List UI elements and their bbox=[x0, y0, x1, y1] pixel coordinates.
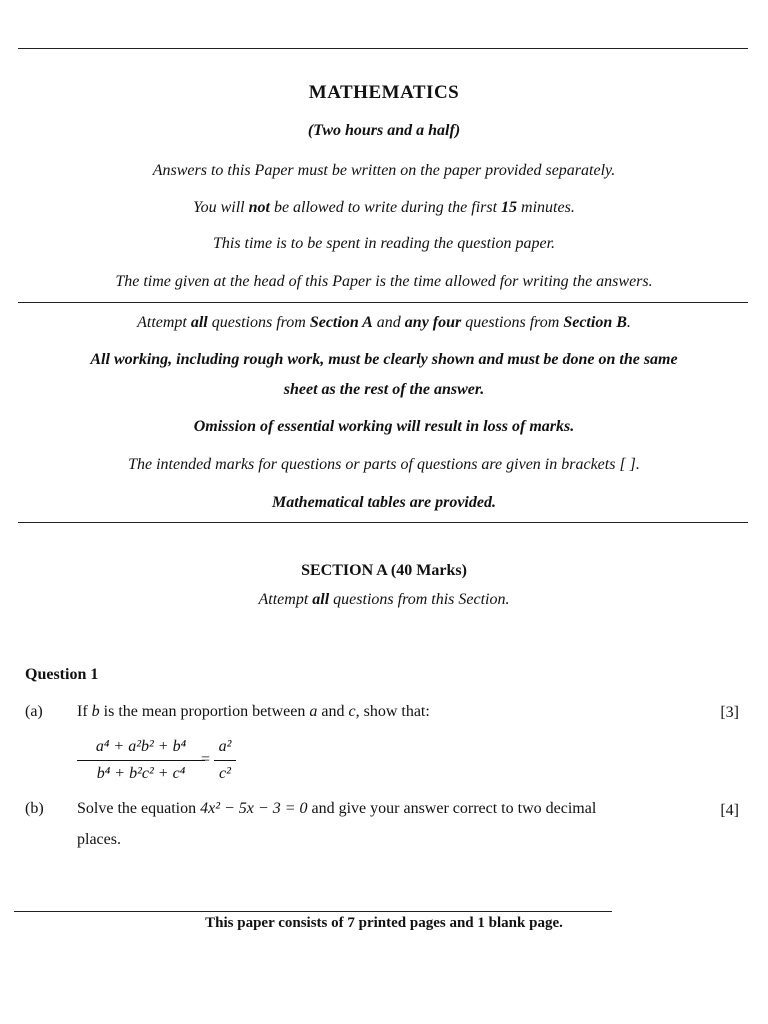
footer-note: This paper consists of 7 printed pages and 1 blank page. bbox=[205, 915, 563, 931]
part-b-label: (b) bbox=[25, 800, 44, 817]
top-rule bbox=[18, 48, 748, 49]
omission-instruction: Omission of essential working will result in loss of marks. bbox=[193, 418, 575, 435]
paper-title: MATHEMATICS bbox=[308, 82, 460, 103]
paper-duration: (Two hours and a half) bbox=[307, 122, 461, 139]
equals-sign: = bbox=[201, 751, 211, 768]
rhs-denominator: c² bbox=[219, 765, 231, 782]
part-b-text-line2: places. bbox=[77, 831, 121, 848]
part-a-rhs-fraction bbox=[214, 738, 238, 784]
instruction-answers: Answers to this Paper must be written on the paper provided separately. bbox=[152, 162, 616, 179]
rule-2 bbox=[18, 302, 748, 303]
part-a-lhs-fraction bbox=[77, 738, 207, 784]
tables-note: Mathematical tables are provided. bbox=[272, 494, 496, 511]
rhs-fraction-bar bbox=[214, 760, 236, 761]
lhs-fraction-bar bbox=[77, 760, 205, 761]
lhs-numerator: a⁴ + a²b² + b⁴ bbox=[95, 738, 187, 755]
part-b-text: Solve the equation 4x² − 5x − 3 = 0 and give your answer correct to two decimal bbox=[77, 800, 597, 817]
part-a-text: If b is the mean proportion between a and c, show that: bbox=[77, 703, 430, 720]
question-title: Question 1 bbox=[25, 666, 99, 683]
part-a-label: (a) bbox=[25, 703, 43, 720]
section-title: SECTION A (40 Marks) bbox=[301, 562, 467, 579]
working-instruction-line1: All working, including rough work, must be clearly shown and must be done on the same bbox=[90, 351, 678, 368]
part-b-marks: [4] bbox=[720, 802, 739, 819]
lhs-denominator: b⁴ + b²c² + c⁴ bbox=[96, 765, 186, 782]
rule-3 bbox=[18, 522, 748, 523]
footer-rule bbox=[14, 911, 612, 912]
part-a-marks: [3] bbox=[720, 704, 739, 721]
rhs-numerator: a² bbox=[218, 738, 232, 755]
marks-note: The intended marks for questions or parts of questions are given in brackets [ ]. bbox=[128, 456, 640, 473]
section-instruction: Attempt all questions from this Section. bbox=[258, 591, 510, 608]
attempt-instruction: Attempt all questions from Section A and any four questions from Section B. bbox=[137, 314, 631, 331]
instruction-reading-purpose: This time is to be spent in reading the question paper. bbox=[212, 235, 556, 252]
part-b-equation: 4x² − 5x − 3 = 0 bbox=[200, 800, 308, 817]
instruction-reading-time: You will not be allowed to write during the first 15 minutes. bbox=[193, 199, 575, 216]
instruction-time-allowed: The time given at the head of this Paper is the time allowed for writing the answers. bbox=[115, 273, 653, 290]
working-instruction-line2: sheet as the rest of the answer. bbox=[283, 381, 485, 398]
